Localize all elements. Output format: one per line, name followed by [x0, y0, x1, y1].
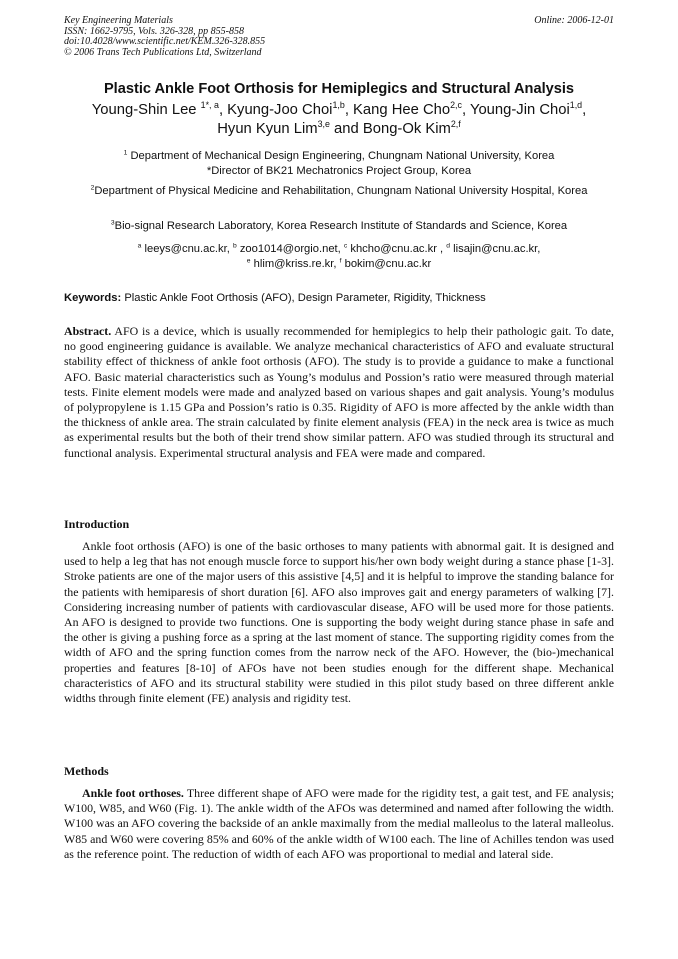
- affiliation-3: [64, 219, 614, 234]
- keywords-label: Keywords:: [64, 292, 122, 304]
- abstract-label: Abstract.: [64, 324, 112, 338]
- issn-line: ISSN: 1662-9795, Vols. 326-328, pp 855-858: [64, 25, 244, 37]
- author-sup: 2,f: [450, 119, 461, 130]
- author-name: Young-Jin Choi: [469, 102, 570, 118]
- author-name: Hyun Kyun Lim: [217, 121, 318, 137]
- author-sup: 3,e: [317, 119, 330, 130]
- email[interactable]: leeys@cnu.ac.kr,: [144, 243, 230, 255]
- email-sup: e: [246, 257, 251, 265]
- author-conjunction: and: [334, 121, 359, 137]
- methods-subheading: Ankle foot orthoses.: [82, 786, 184, 800]
- methods-paragraph: [64, 786, 614, 862]
- email[interactable]: khcho@cnu.ac.kr ,: [350, 243, 444, 255]
- methods-text: Three different shape of AFO were made for the rigidity test, a gait test, and FE analysis; W100, W85, and W60 (Fig. 1). The ankle width of the AFOs was determined and named after following the width. W100 was an AFO covering the backside of an ankle maximally from the medial malleolus to the lateral malleolus. W85 and W60 were covering 85% and 60% of the ankle width of W100 each. The line of Achilles tendon was used as the reference point. The reduction of width of each AFO was proportional to medial and lateral side.: [64, 786, 614, 861]
- affiliation-sup: 2: [90, 184, 95, 192]
- author-name: Kang Hee Cho: [353, 102, 451, 118]
- affiliation-text: Bio-signal Research Laboratory, Korea Research Institute of Standards and Science, Korea: [114, 220, 568, 232]
- author-list: Young-Shin Lee $^{1*, a}$, Kyung-Joo Choi$^{1,b}$, Kang Hee Cho$^{2,c}$, Young-Jin Choi$^{1,d}$, Hyun Kyun Lim$^{3,e}$ and Bong-Ok Kim$^{2,f}$: [91, 100, 587, 137]
- affiliation-text: *Director of BK21 Mechatronics Project Group, Korea: [206, 165, 472, 177]
- abstract: [64, 324, 614, 461]
- affiliation-2: [64, 184, 614, 199]
- section-heading-introduction: Introduction: [64, 517, 130, 531]
- keywords: [64, 292, 614, 304]
- journal-header: [64, 16, 614, 58]
- email-list: [64, 242, 614, 272]
- email-sup: d: [446, 242, 451, 250]
- copyright-line: © 2006 Trans Tech Publications Ltd, Switzerland: [64, 46, 262, 58]
- section-heading-methods: Methods: [64, 764, 109, 778]
- abstract-text: AFO is a device, which is usually recommended for hemiplegics to help their pathologic gait. To date, no good engineering guidance is available. We analyze mechanical characteristics of AFO and evaluate structural stability effect of thickness of ankle foot orthosis (AFO). The study is to provide a guidance to make a functional AFO. Basic material characteristics such as Young’s modulus and Possion’s ratio were measured through material tests. Finite element models were made and analyzed based on various shapes and gait analysis. Young’s modulus of polypropylene is 1.15 GPa and Possion’s ratio is 0.35. Rigidity of AFO is more affected by the ankle width than the thickness of ankle area. The strain calculated by finite element analysis (FEA) in the neck area is twice as much as experimental results but the both of their trend show similar pattern. AFO was studied through its structural and functional analysis. Experimental structural analysis and FEA were made and compared.: [64, 324, 614, 460]
- author-sup: 1*, a: [200, 100, 219, 111]
- author-name: Bong-Ok Kim: [362, 121, 451, 137]
- author-name: Young-Shin Lee: [91, 102, 197, 118]
- author-sup: 2,c: [450, 100, 462, 111]
- email-sup: a: [137, 242, 142, 250]
- journal-name: Key Engineering Materials: [64, 15, 173, 26]
- email[interactable]: zoo1014@orgio.net,: [239, 243, 341, 255]
- introduction-paragraph: Ankle foot orthosis (AFO) is one of the basic orthoses to many patients with abnormal gait. It is designed and used to help a leg that has not enough muscle force to support his/her own body weight during a stance phase [1-3]. Stroke patients are one of the major users of this assistive [4,5] and it is helpful to improve the standing balance for the patients with hemiparesis of short duration [6]. AFO also improves gait and energy parameters of walking [7]. Considering increasing number of patients with cardiovascular disease, AFO will be used more for those patients. An AFO is designed to provide two functions. One is supporting the body weight during stance phase in safe and the other is giving a pushing force as a spring at the last moment of stance. The supporting rigidity comes from the width of AFO and the spring function comes from the narrow neck of the AFO. However, the (bio-)mechanical properties and features [8-10] of AFOs have not been studies enough for the different shape. Mechanical characteristics of AFO and its structural stability were studied in this pilot study based on three different ankle widths through finite element (FE) analysis and rigidity test.: [64, 539, 614, 706]
- email-sup: f: [339, 257, 342, 265]
- email[interactable]: lisajin@cnu.ac.kr,: [453, 243, 541, 255]
- affiliation-sup: 3: [110, 219, 115, 227]
- author-sup: 1,b: [332, 100, 345, 111]
- keywords-text: Plastic Ankle Foot Orthosis (AFO), Design Parameter, Rigidity, Thickness: [124, 292, 486, 304]
- online-date: Online: 2006-12-01: [534, 15, 614, 26]
- email-sup: c: [343, 242, 348, 250]
- doi-line: doi:10.4028/www.scientific.net/KEM.326-328.855: [64, 36, 266, 47]
- author-sup: 1,d: [569, 100, 583, 111]
- affiliation-text: Department of Physical Medicine and Rehabilitation, Chungnam National University Hospital, Korea: [94, 185, 588, 197]
- paper-title: Plastic Ankle Foot Orthosis for Hemiplegics and Structural Analysis: [103, 81, 575, 97]
- email-sup: b: [232, 242, 237, 250]
- author-name: Kyung-Joo Choi: [227, 102, 333, 118]
- affiliation-text: Department of Mechanical Design Engineering, Chungnam National University, Korea: [130, 150, 555, 162]
- email[interactable]: hlim@kriss.re.kr,: [253, 258, 337, 270]
- affiliation-1: [64, 149, 614, 179]
- affiliation-sup: 1: [123, 149, 128, 157]
- email[interactable]: bokim@cnu.ac.kr: [344, 258, 432, 270]
